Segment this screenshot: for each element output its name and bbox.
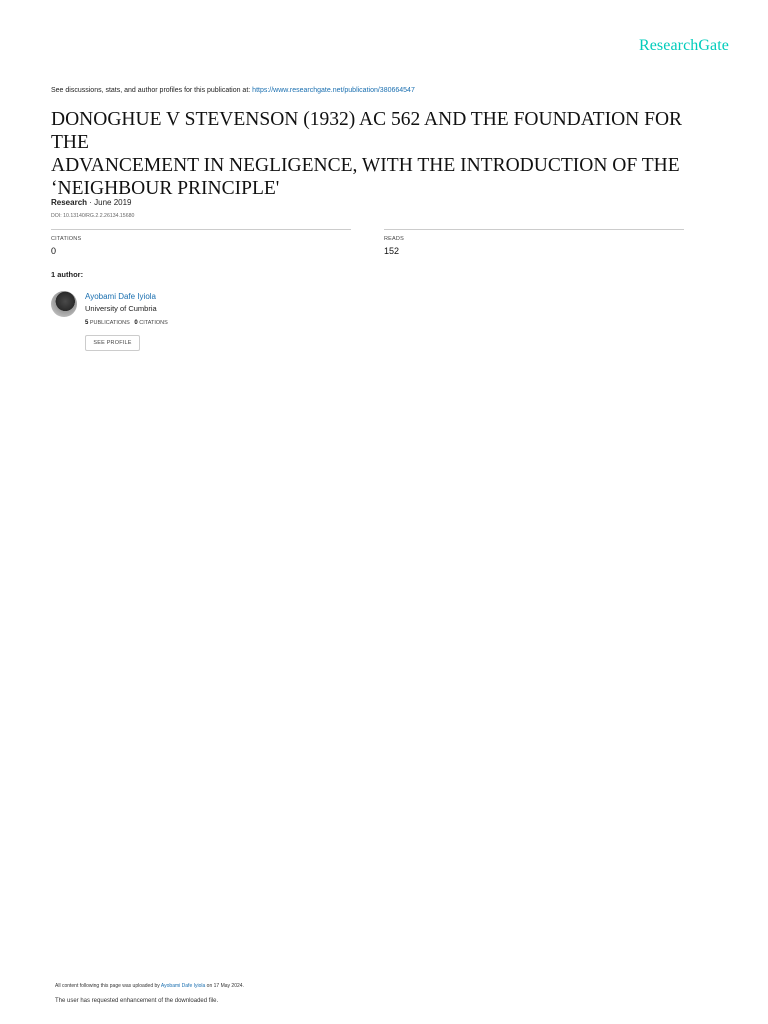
uploader-link[interactable]: Ayobami Dafe Iyiola bbox=[160, 983, 206, 989]
enhancement-note: The user has requested enhancement of the downloaded file. bbox=[55, 998, 219, 1004]
publication-doi[interactable]: DOI: 10.13140/RG.2.2.26134.15680 bbox=[51, 213, 135, 219]
researchgate-logo[interactable]: ResearchGate bbox=[638, 37, 729, 54]
publication-meta bbox=[51, 198, 132, 207]
citations-stat bbox=[51, 229, 351, 256]
upload-prefix: All content following this page was uploaded by bbox=[55, 983, 161, 989]
upload-note bbox=[55, 983, 244, 989]
reads-value: 152 bbox=[384, 246, 400, 256]
publication-type: Research bbox=[51, 198, 88, 207]
author-publications-label: PUBLICATIONS bbox=[89, 320, 130, 326]
discussion-line bbox=[51, 87, 415, 94]
citations-value: 0 bbox=[51, 246, 57, 256]
reads-label: READS bbox=[384, 236, 404, 242]
see-profile-button[interactable]: SEE PROFILE bbox=[85, 335, 140, 351]
title-line-3: ‘NEIGHBOUR PRINCIPLE' bbox=[51, 178, 280, 199]
authors-heading: 1 author: bbox=[51, 270, 84, 279]
citations-label: CITATIONS bbox=[51, 236, 82, 242]
reads-stat bbox=[384, 229, 684, 256]
author-avatar[interactable] bbox=[51, 291, 77, 317]
author-citations-count: 0 bbox=[134, 320, 138, 326]
author-institution: University of Cumbria bbox=[85, 304, 157, 313]
title-line-2: ADVANCEMENT IN NEGLIGENCE, WITH THE INTRODUCTION OF THE bbox=[51, 155, 680, 176]
publication-link[interactable]: https://www.researchgate.net/publication/380664547 bbox=[252, 87, 415, 94]
author-citations-label: CITATIONS bbox=[139, 320, 168, 326]
publication-title bbox=[51, 108, 711, 200]
publication-date: June 2019 bbox=[94, 198, 132, 207]
discussion-prefix: See discussions, stats, and author profiles for this publication at: bbox=[51, 87, 253, 94]
title-line-1: DONOGHUE V STEVENSON (1932) AC 562 AND THE FOUNDATION FOR THE bbox=[51, 109, 683, 153]
author-stats bbox=[85, 320, 168, 326]
upload-suffix: on 17 May 2024. bbox=[205, 983, 244, 989]
meta-separator: · bbox=[87, 198, 95, 207]
author-publications-count: 5 bbox=[85, 320, 89, 326]
author-name-link[interactable]: Ayobami Dafe Iyiola bbox=[85, 292, 156, 301]
